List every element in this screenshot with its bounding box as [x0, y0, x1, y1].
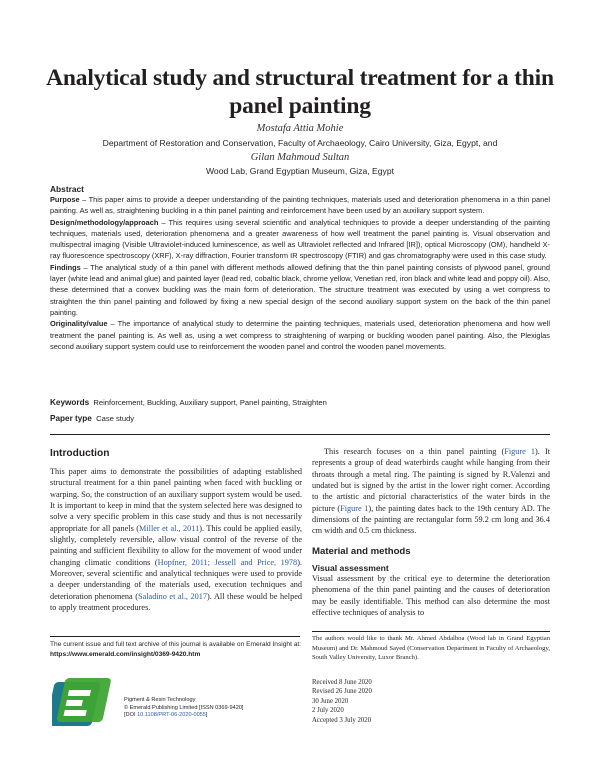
- paper-type-line: [50, 414, 134, 423]
- introduction-paragraph: [50, 466, 302, 613]
- date-line: 30 June 2020: [312, 697, 349, 705]
- material-methods-heading: Material and methods: [312, 546, 411, 557]
- abstract-findings: [50, 262, 550, 318]
- date-line: Received 8 June 2020: [312, 679, 372, 686]
- body-text: ), the painting dates back to the 19th century AD. The dimensions of the painting are rectangular form 59.2 cm long and 36.4 cm width and 0.5 cm thickness.: [312, 503, 551, 536]
- purpose-label: Purpose: [50, 195, 80, 204]
- keywords-line: [50, 398, 327, 407]
- doi-line: [124, 712, 284, 720]
- abstract-purpose: [50, 194, 550, 217]
- findings-label: Findings: [50, 262, 81, 272]
- doi-end: ]: [205, 712, 208, 719]
- figure-link[interactable]: Figure 1: [340, 503, 369, 513]
- footer-divider: [312, 631, 550, 632]
- figure-link[interactable]: Figure 1: [504, 447, 536, 456]
- archive-note: [50, 640, 305, 659]
- originality-text: – The importance of analytical study to determine the painting techniques, materials used, deterioration phenomena and how well treatment the panel painting is. As well as, using a wet compress to straightening of warping or buckling wooden panel painting. Also, the Plexiglas second auxiliary support system could use to reinforcement the wooden panel and control the wooden panel movements.: [50, 319, 550, 351]
- author-name: Mostafa Attia Mohie: [256, 123, 344, 134]
- copyright-line: © Emerald Publishing Limited [ISSN 0369-9420]: [124, 704, 244, 711]
- design-label: Design/methodology/approach: [50, 217, 159, 227]
- author-name: Gilan Mahmoud Sultan: [250, 152, 350, 163]
- publisher-logo-icon: [52, 676, 116, 730]
- abstract-originality: [50, 318, 550, 352]
- purpose-text: – This paper aims to provide a deeper understanding of the painting techniques, materials used and deterioration phenomena in a thin panel painting. As well as, straightening buckling in a thin panel painting and reinforcement have been used by an auxiliary support system.: [50, 195, 550, 216]
- date-line: Accepted 3 July 2020: [312, 716, 372, 724]
- body-text: ). It represents a group of dead waterbirds caught while hanging from their throats through a metal ring. The painting is signed by R.Valenzi and undated but is signed by the artist in the lower right corner. According to the artistic and pictorial characteristics of the water birds in the picture (: [312, 447, 550, 513]
- right-column-paragraph: [312, 446, 550, 537]
- abstract-design: [50, 217, 550, 262]
- paper-type-label: Paper type: [50, 414, 92, 423]
- findings-text: – The analytical study of a thin panel with different methods allowed defining that the thin panel painting consists of plywood panel, ground layer (white lead and animal glue) and painted layer (lead red, cobaltic black, chrome yellow, Venetian red, iron black and white lead and poppy oil). Also, these determined that a convex buckling was the main form of deterioration. The structure treatment was executed by using a wet compress to straighten the thin panel painting and followed by fixing a new special design of the second auxiliary support system on the back of the thin panel painting.: [50, 262, 550, 317]
- archive-url-link[interactable]: https://www.emerald.com/insight/0369-9420.htm: [50, 650, 201, 658]
- publisher-info: [124, 697, 284, 720]
- abstract-heading: Abstract: [50, 184, 84, 194]
- archive-text: The current issue and full text archive of this journal is available on Emerald Insight at:: [50, 641, 302, 648]
- abstract-block: [50, 184, 550, 352]
- paper-title: Analytical study and structural treatment for a thin panel painting: [46, 65, 554, 119]
- keywords-label: Keywords: [50, 398, 90, 407]
- date-line: 2 July 2020: [312, 707, 344, 715]
- originality-label: Originality/value: [50, 319, 108, 329]
- intro-text: ). All these would be helped to apply treatment procedures.: [50, 591, 302, 613]
- acknowledgement: The authors would like to thank Mr. Ahmed Abdalboa (Wood lab in Grand Egyptian Museum) and Dr. Mahmoud Sayed (Conservation Department in Faculty of Archaeology, South Valley University, Luxor Branch).: [312, 635, 550, 661]
- visual-assessment-heading: Visual assessment: [312, 563, 389, 573]
- intro-text: ). This could be applied easily, slightly, completely reversible, allow visual control of the reverse of the painting and sufficient flexibility to allow for the movement of wood under changing climatic conditions (: [50, 523, 302, 567]
- body-text: This research focuses on a thin panel painting (: [324, 447, 505, 456]
- author-affiliation: Wood Lab, Grand Egyptian Museum, Giza, Egypt: [205, 166, 395, 176]
- date-line: Revised 26 June 2020: [312, 688, 372, 696]
- design-text: – This requires using several scientific and analytical techniques to provide a deeper understanding of the painting techniques, materials used, deterioration phenomena and a greater awareness of how well treatment the panel painting is. Visual observation and multispectral imaging (Visible Ultraviolet-induced luminescence, as well as Ultraviolet reflected and Infrared [IR]), optical Microscopy (OM), handheld X-ray fluorescence spectroscopy (XRF), X-ray diffraction, Fourier transform IR spectroscopy (FTIR) and gas chromatography were used in this case study.: [50, 217, 550, 261]
- author-affiliation: Department of Restoration and Conservation, Faculty of Archaeology, Cairo University, Giza, Egypt, and: [102, 138, 498, 148]
- doi-label: [DOI: [124, 712, 138, 719]
- journal-name: Pigment & Resin Technology: [124, 697, 196, 703]
- intro-text: This paper aims to demonstrate the possibilities of adapting established structural treatment for a thin panel painting when faced with buckling or warping. So, the construction of an auxiliary support system would be used. It is important to keep in mind that the system selected here was designed to solve a very specific problem in this case study and thus is not necessarily appropriate for all panels (: [50, 467, 302, 533]
- citation-link[interactable]: Hopfner, 2011; Jessell and Price, 1978: [157, 557, 298, 567]
- keywords-text: Reinforcement, Buckling, Auxiliary support, Panel painting, Straighten: [93, 398, 327, 407]
- introduction-heading: Introduction: [50, 448, 110, 459]
- footer-divider: [50, 636, 300, 637]
- intro-text: ). Moreover, several scientific and analytical techniques were used to provide a deeper understanding of the materials used, execution techniques and deterioration phenomena (: [50, 557, 302, 601]
- doi-link[interactable]: 10.1108/PRT-06-2020-0055: [137, 712, 206, 719]
- citation-link[interactable]: Saladino et al., 2017: [138, 591, 208, 601]
- paper-type-text: Case study: [96, 414, 135, 423]
- section-divider: [50, 434, 550, 435]
- submission-dates: [312, 678, 372, 725]
- citation-link[interactable]: Miller et al., 2011: [139, 523, 200, 533]
- visual-assessment-paragraph: Visual assessment by the critical eye to determine the deterioration phenomena of the thin panel painting and the causes of deterioration may be easily identifiable. This method can also determine the most effective techniques of analysis to: [312, 574, 550, 618]
